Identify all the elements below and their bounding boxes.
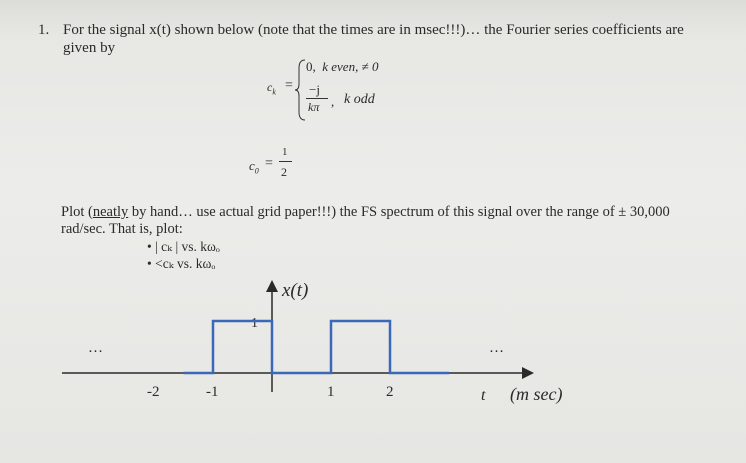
signal-waveform	[184, 321, 450, 373]
ellipsis-left: …	[88, 340, 103, 356]
ck-case-even: 0, k even, ≠ 0	[306, 59, 379, 74]
bullet-phase: • <cₖ vs. kωₒ	[147, 256, 216, 271]
ck-equals: =	[285, 78, 293, 93]
x-ticks	[147, 384, 394, 400]
problem-number: 1.	[38, 22, 50, 38]
x-tick-label: -2	[147, 384, 160, 400]
problem-text-line1: For the signal x(t) shown below (note that the times are in msec!!!)… the Fourier series coefficients are	[63, 22, 684, 38]
instructions-line2: rad/sec. That is, plot:	[61, 221, 183, 237]
ellipsis-right: …	[489, 340, 504, 356]
ck-case-odd-numerator: −j	[309, 82, 320, 97]
x-tick-label: 2	[386, 384, 394, 400]
ck-symbol: $c_k$	[267, 80, 276, 97]
ck-case-odd-condition: k odd	[344, 92, 375, 107]
bullet-magnitude: • | cₖ | vs. kωₒ	[147, 239, 220, 254]
signal-trace	[184, 321, 450, 373]
c0-numerator: 1	[282, 146, 288, 158]
c0-equals: =	[265, 156, 273, 171]
c0-symbol: $c_0$	[249, 158, 259, 176]
x-tick-label: 1	[327, 384, 335, 400]
ck-case-odd-denominator: kπ	[308, 100, 320, 114]
x-tick-label: -1	[206, 384, 219, 400]
instructions-line1: Plot (neatly by hand… use actual grid paper!!!) the FS spectrum of this signal over the range of ± 30,000	[61, 204, 670, 220]
x-axis-label-t: t	[481, 387, 486, 404]
c0-denominator: 2	[281, 165, 287, 179]
level-label: 1	[251, 316, 258, 331]
problem-text-line2: given by	[63, 40, 116, 56]
ck-case-odd-comma: ,	[331, 94, 335, 109]
y-axis-label: x(t)	[282, 280, 309, 301]
x-axis-label-unit: (m sec)	[510, 384, 563, 404]
